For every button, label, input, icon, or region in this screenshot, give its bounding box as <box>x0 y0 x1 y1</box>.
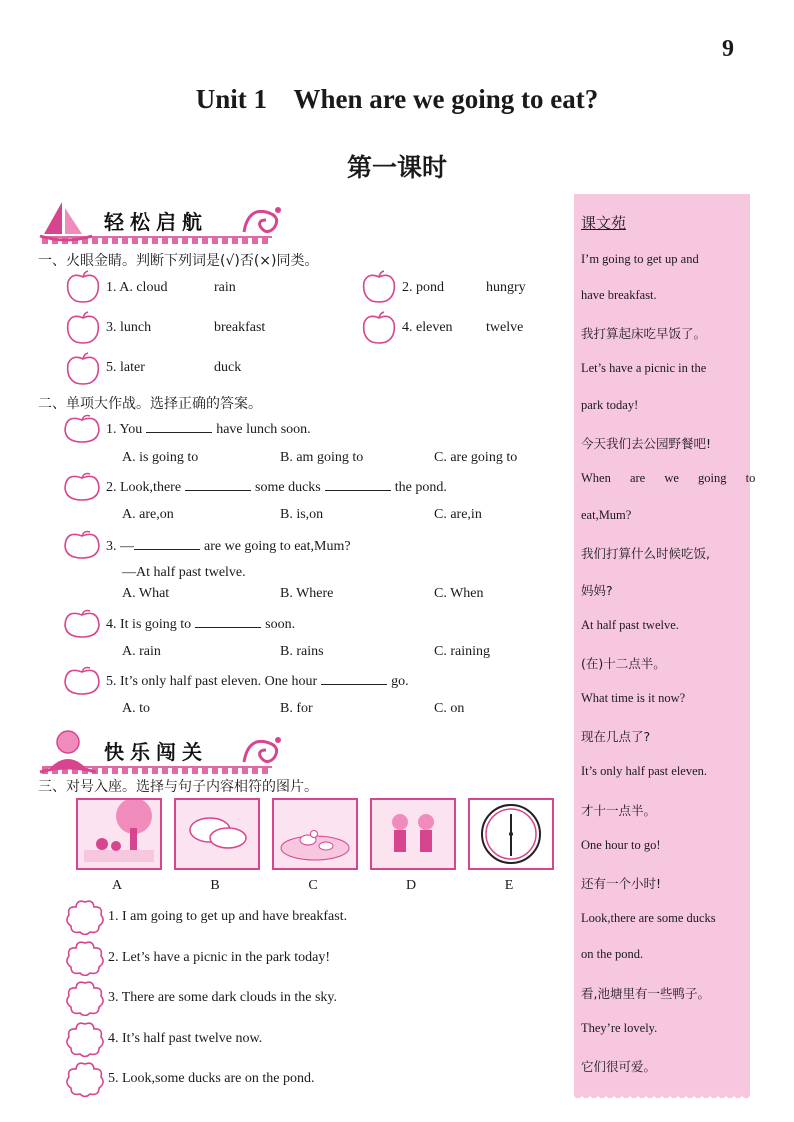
sidebar-line: One hour to go! <box>581 838 661 852</box>
p2-q1: 1. You have lunch soon. <box>106 422 311 437</box>
p1-item4: 4. eleven <box>402 320 453 335</box>
picture-a-picnic <box>76 798 162 870</box>
p1-item2: 2. pond <box>402 280 444 295</box>
p1-item5: 5. later <box>106 360 145 375</box>
sidebar-line: 妈妈? <box>581 583 613 598</box>
picture-label-e: E <box>504 878 514 893</box>
banner-title: 快乐闯关 <box>104 740 208 764</box>
flower-answer-icon[interactable] <box>64 899 106 935</box>
sidebar-line: 它们很可爱。 <box>581 1059 657 1074</box>
sidebar-line: park today! <box>581 398 639 412</box>
sidebar-line: 看,池塘里有一些鸭子。 <box>581 986 710 1001</box>
part1-heading: 一、火眼金睛。判断下列词是(√)否(×)同类。 <box>38 253 319 269</box>
sidebar-line: on the pond. <box>581 947 644 961</box>
picture-e-clock <box>468 798 554 870</box>
p2-q2-opt-b[interactable]: B. is,on <box>280 507 324 522</box>
banner-underline <box>42 236 272 244</box>
p1-item1-word: rain <box>214 280 236 295</box>
p1-item1: 1. A. cloud <box>106 280 168 295</box>
p2-q1-opt-b[interactable]: B. am going to <box>280 450 364 465</box>
banner-title: 轻松启航 <box>104 210 208 234</box>
sidebar-line: It’s only half past eleven. <box>581 764 708 778</box>
p3-sentence4: 4. It’s half past twelve now. <box>108 1031 263 1046</box>
answer-blank[interactable] <box>321 672 387 685</box>
apple-answer-icon[interactable] <box>64 270 102 304</box>
flower-answer-icon[interactable] <box>64 940 106 976</box>
sidebar-line: I’m going to get up and <box>581 252 699 266</box>
p2-q1-opt-a[interactable]: A. is going to <box>122 450 199 465</box>
p2-q3: 3. — are we going to eat,Mum? <box>106 539 351 554</box>
page-number: 9 <box>722 36 734 62</box>
sidebar-line: 我打算起床吃早饭了。 <box>581 326 707 341</box>
picture-label-d: D <box>405 878 417 893</box>
p2-q5-opt-b[interactable]: B. for <box>280 701 313 716</box>
unit-title: Unit 1 When are we going to eat? <box>195 84 599 114</box>
p2-q3-opt-b[interactable]: B. Where <box>280 586 334 601</box>
p2-q5-opt-c[interactable]: C. on <box>434 701 465 716</box>
p3-sentence3: 3. There are some dark clouds in the sky. <box>108 990 337 1005</box>
sidebar-line: 现在几点了? <box>581 729 651 744</box>
p1-item3-word: breakfast <box>214 320 266 335</box>
part2-heading: 二、单项大作战。选择正确的答案。 <box>38 396 262 412</box>
p3-sentence5: 5. Look,some ducks are on the pond. <box>108 1071 315 1086</box>
p1-item2-word: hungry <box>486 280 526 295</box>
p2-q1-opt-c[interactable]: C. are going to <box>434 450 518 465</box>
sidebar-line: have breakfast. <box>581 288 657 302</box>
p2-q3-opt-a[interactable]: A. What <box>122 586 170 601</box>
text-garden-sidebar <box>574 194 756 1094</box>
sidebar-line: Let’s have a picnic in the <box>581 361 707 375</box>
part3-heading: 三、对号入座。选择与句子内容相符的图片。 <box>38 779 318 795</box>
flower-answer-icon[interactable] <box>64 980 106 1016</box>
apple-answer-icon[interactable] <box>360 311 398 345</box>
apple-answer-icon[interactable] <box>64 352 102 386</box>
p2-q4-opt-c[interactable]: C. raining <box>434 644 490 659</box>
sidebar-line: At half past twelve. <box>581 618 679 632</box>
sidebar-line: eat,Mum? <box>581 508 632 522</box>
answer-blank[interactable] <box>195 615 261 628</box>
lesson-subtitle: 第一课时 <box>346 153 447 182</box>
flower-answer-icon[interactable] <box>64 1021 106 1057</box>
p2-q2: 2. Look,there some ducks the pond. <box>106 480 447 495</box>
sidebar-line: When are we going to <box>581 471 756 485</box>
p2-q3-line2: —At half past twelve. <box>122 565 246 580</box>
p2-q4-opt-a[interactable]: A. rain <box>122 644 161 659</box>
flower-answer-icon[interactable] <box>64 1061 106 1097</box>
peach-answer-icon[interactable] <box>62 530 102 560</box>
picture-label-a: A <box>111 878 123 893</box>
banner-underline <box>42 766 272 774</box>
p2-q4-opt-b[interactable]: B. rains <box>280 644 324 659</box>
sidebar-heading: 课文苑 <box>581 214 627 232</box>
picture-label-c: C <box>308 878 318 893</box>
sidebar-line: They’re lovely. <box>581 1021 658 1035</box>
p1-item5-word: duck <box>214 360 242 375</box>
peach-answer-icon[interactable] <box>62 472 102 502</box>
sidebar-line: 今天我们去公园野餐吧! <box>581 436 712 451</box>
p2-q3-opt-c[interactable]: C. When <box>434 586 484 601</box>
answer-blank[interactable] <box>134 537 200 550</box>
picture-label-b: B <box>210 878 220 893</box>
peach-answer-icon[interactable] <box>62 609 102 639</box>
p2-q4: 4. It is going to soon. <box>106 617 296 632</box>
apple-answer-icon[interactable] <box>64 311 102 345</box>
sidebar-line: 还有一个小时! <box>581 876 662 891</box>
apple-answer-icon[interactable] <box>360 270 398 304</box>
sidebar-line: Look,there are some ducks <box>581 911 716 925</box>
picture-d-kids <box>370 798 456 870</box>
p1-item3: 3. lunch <box>106 320 152 335</box>
answer-blank[interactable] <box>185 478 251 491</box>
banner-qingsong <box>38 198 288 244</box>
p3-sentence1: 1. I am going to get up and have breakfast. <box>108 909 348 924</box>
sidebar-line: (在)十二点半。 <box>581 656 666 671</box>
picture-b-clouds <box>174 798 260 870</box>
sidebar-line: What time is it now? <box>581 691 686 705</box>
answer-blank[interactable] <box>146 420 212 433</box>
sidebar-line: 我们打算什么时候吃饭, <box>581 546 710 561</box>
p2-q5: 5. It’s only half past eleven. One hour go. <box>106 674 409 689</box>
p2-q5-opt-a[interactable]: A. to <box>122 701 150 716</box>
sidebar-line: 才十一点半。 <box>581 803 657 818</box>
peach-answer-icon[interactable] <box>62 414 102 444</box>
picture-c-ducks-pond <box>272 798 358 870</box>
p3-sentence2: 2. Let’s have a picnic in the park today! <box>108 950 330 965</box>
banner-kuaile <box>38 728 288 774</box>
answer-blank[interactable] <box>325 478 391 491</box>
p1-item4-word: twelve <box>486 320 524 335</box>
p2-q2-opt-c[interactable]: C. are,in <box>434 507 482 522</box>
p2-q2-opt-a[interactable]: A. are,on <box>122 507 174 522</box>
peach-answer-icon[interactable] <box>62 666 102 696</box>
